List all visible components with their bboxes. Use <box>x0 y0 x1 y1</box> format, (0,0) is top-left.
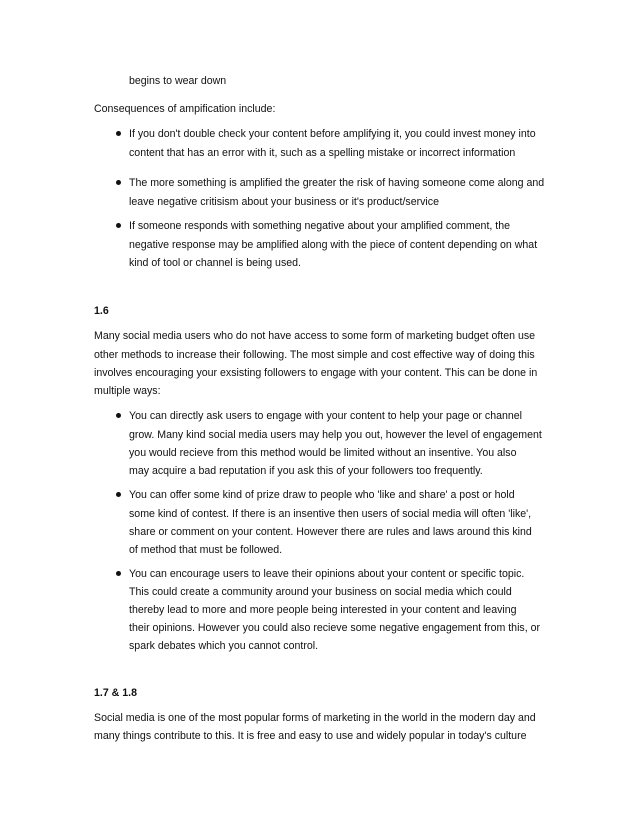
section-1-6-paragraph-line: multiple ways: <box>94 385 161 397</box>
consequence-2-line-2: leave negative critisism about your business or it's product/service <box>129 196 439 208</box>
consequence-1-line-2: content that has an error with it, such as a spelling mistake or incorrect information <box>129 147 516 159</box>
bullet-icon <box>116 180 121 185</box>
bullet-icon <box>116 492 121 497</box>
bullet-icon <box>116 571 121 576</box>
bullet-icon <box>116 131 121 136</box>
method-3-line: This could create a community around your business on social media which could <box>129 586 512 598</box>
method-3-line: their opinions. However you could also recieve some negative engagement from this, or <box>129 622 541 634</box>
bullet-icon <box>116 223 121 228</box>
section-heading-1-6: 1.6 <box>94 305 109 317</box>
consequence-3-line-3: kind of tool or channel is being used. <box>129 257 301 269</box>
method-3-line: spark debates which you cannot control. <box>129 640 319 652</box>
method-3-line: You can encourage users to leave their opinions about your content or specific topic. <box>129 568 525 580</box>
consequence-2-line-1: The more something is amplified the greater the risk of having someone come along and <box>129 177 545 189</box>
bullet-icon <box>116 413 121 418</box>
consequences-intro: Consequences of ampification include: <box>94 103 276 115</box>
section-1-7-paragraph-line: many things contribute to this. It is free and easy to use and widely popular in today's culture <box>94 730 527 742</box>
section-1-6-paragraph-line: involves encouraging your exsisting followers to engage with your content. This can be done in <box>94 367 538 379</box>
method-2-line: of method that must be followed. <box>129 544 283 556</box>
method-1-line: you would recieve from this method would be limited without an insentive. You also <box>129 447 517 459</box>
method-2-line: share or comment on your content. However there are rules and laws around this kind <box>129 526 532 538</box>
method-3-line: thereby lead to more and more people being interested in your content and leaving <box>129 604 517 616</box>
section-1-7-paragraph-line: Social media is one of the most popular forms of marketing in the world in the modern day and <box>94 712 536 724</box>
consequence-3-line-1: If someone responds with something negative about your amplified comment, the <box>129 220 510 232</box>
method-1-line: You can directly ask users to engage with your content to help your page or channel <box>129 410 523 422</box>
method-2-line: some kind of contest. If there is an insentive then users of social media will often 'like', <box>129 508 532 520</box>
consequence-3-line-2: negative response may be amplified along with the piece of content depending on what <box>129 239 538 251</box>
method-1-line: grow. Many kind social media users may help you out, however the level of engagement <box>129 429 542 441</box>
section-1-6-paragraph-line: Many social media users who do not have access to some form of marketing budget often use <box>94 330 536 342</box>
method-1-line: may acquire a bad reputation if you ask this of your followers too frequently. <box>129 465 483 477</box>
consequence-1-line-1: If you don't double check your content before amplifying it, you could invest money into <box>129 128 536 140</box>
section-heading-1-7-1-8: 1.7 & 1.8 <box>94 687 137 699</box>
method-2-line: You can offer some kind of prize draw to people who 'like and share' a post or hold <box>129 489 515 501</box>
continuation-line: begins to wear down <box>129 75 227 87</box>
section-1-6-paragraph-line: other methods to increase their following. The most simple and cost effective way of doing this <box>94 349 535 361</box>
